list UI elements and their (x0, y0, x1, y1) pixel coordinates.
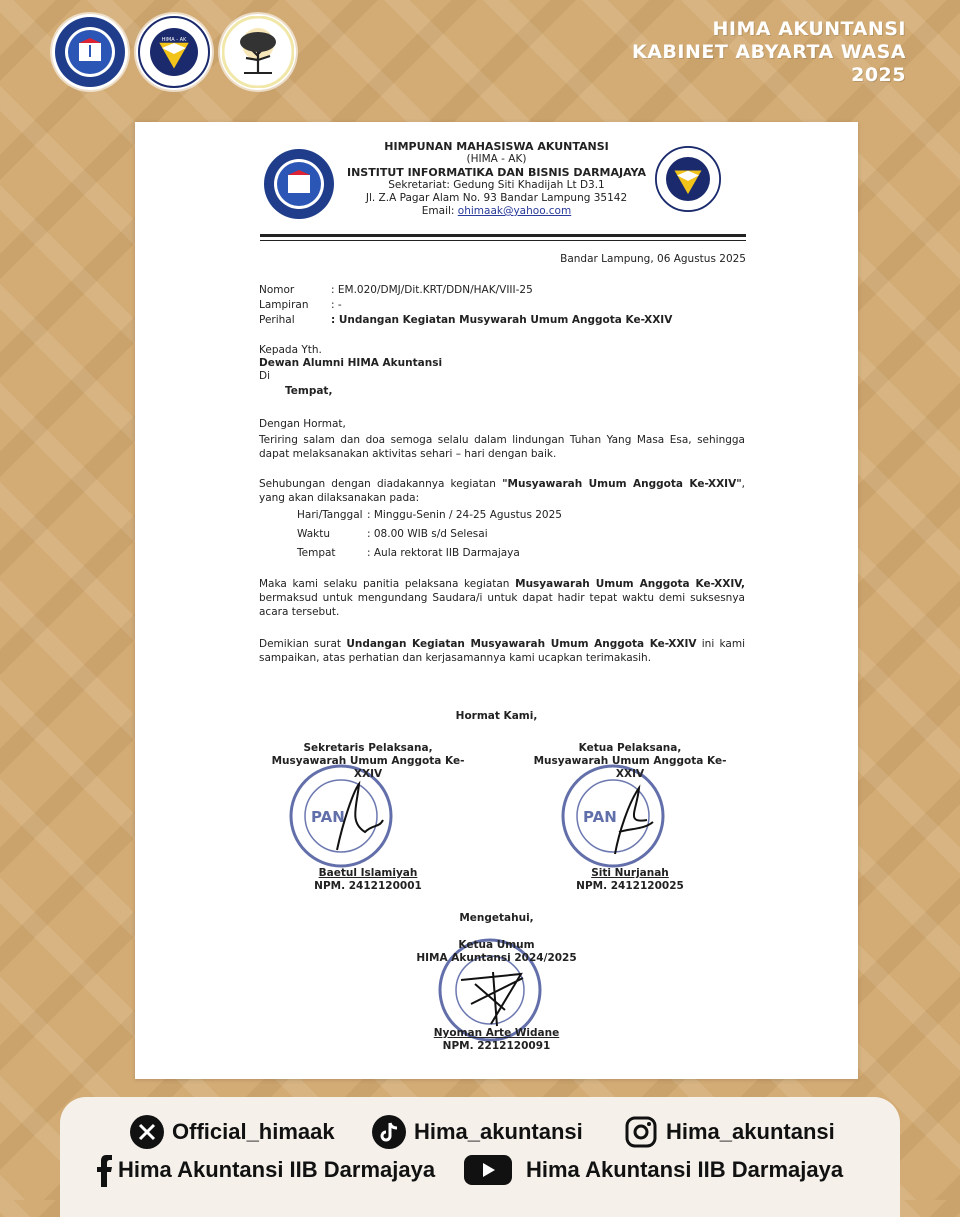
social-footer (60, 1097, 900, 1217)
kop-email-link[interactable]: ohimaak@yahoo.com (457, 205, 572, 217)
kop-address: Jl. Z.A Pagar Alam No. 93 Bandar Lampung 35142 (365, 192, 628, 204)
social-x[interactable] (130, 1115, 335, 1149)
maka-text-b: Musyawarah Umum Anggota Ke-XXIV, (515, 578, 745, 590)
recipient-line-3: Di (259, 370, 271, 382)
kop-org: HIMPUNAN MAHASISWA AKUNTANSI (384, 140, 609, 153)
recipient-line-2: Dewan Alumni HIMA Akuntansi (259, 357, 443, 369)
youtube-name: Hima Akuntansi IIB Darmajaya (526, 1157, 844, 1182)
recipient-line-4: Tempat, (285, 385, 333, 397)
tiktok-handle: Hima_akuntansi (414, 1119, 583, 1144)
waktu-value: : 08.00 WIB s/d Selesai (367, 528, 488, 540)
kop-institute: INSTITUT INFORMATIKA DAN BISNIS DARMAJAYA (347, 166, 646, 179)
demikian-text-c: ini kami sampaikan, atas perhatian dan kerjasamannya kami ucapkan terimakasih. (259, 638, 745, 664)
sehubungan-text-a: Sehubungan dengan diadakannya kegiatan (259, 478, 503, 490)
sehubungan-paragraph (259, 477, 745, 505)
sig-left-npm: NPM. 2412120001 (314, 880, 422, 892)
ketum-npm: NPM. 2212120091 (442, 1040, 551, 1052)
ketum-name: Nyoman Arte Widane (433, 1027, 560, 1039)
tiktok-icon (372, 1115, 406, 1149)
signature-ketua-pelaksana (520, 742, 740, 893)
kop-email-label: Email: (421, 205, 455, 217)
maka-paragraph (259, 577, 745, 619)
recipient-block (259, 344, 442, 398)
sig-left-position: Sekretaris Pelaksana, (303, 742, 433, 754)
kop-secretariat: Sekretariat: Gedung Siti Khadijah Lt D3.1 (388, 179, 605, 191)
social-facebook[interactable] (94, 1153, 435, 1187)
sehubungan-text-b: "Musyawarah Umum Anggota Ke-XXIV" (502, 478, 742, 490)
nomor-label: Nomor (259, 284, 295, 296)
kop-abbr: (HIMA - AK) (466, 153, 527, 165)
invitation-letter (135, 122, 858, 1079)
social-youtube[interactable] (464, 1153, 843, 1187)
sehubungan-text-c: , yang akan dilaksanakan pada: (259, 478, 746, 504)
brand-title (632, 18, 906, 87)
tempat-label: Tempat (297, 547, 336, 559)
sig-right-position: Ketua Pelaksana, (578, 742, 682, 754)
maka-text-c: bermaksud untuk mengundang Saudara/i untuk dapat hadir tepat waktu demi suksesnya acara tersebut. (259, 592, 745, 618)
demikian-text-b: Undangan Kegiatan Musyawarah Umum Anggota Ke-XXIV (346, 638, 697, 650)
kabinet-abyarta-wasa-logo (220, 14, 296, 90)
recipient-line-1: Kepada Yth. (259, 344, 322, 356)
hari-value: : Minggu-Senin / 24-25 Agustus 2025 (367, 509, 562, 521)
perihal-value: : Undangan Kegiatan Musywarah Umum Anggota Ke-XXIV (331, 314, 673, 326)
social-instagram[interactable] (624, 1115, 835, 1149)
sig-left-event: Musyawarah Umum Anggota Ke-XXIV (271, 755, 465, 780)
svg-text:PAN: PAN (311, 808, 345, 826)
facebook-icon (94, 1153, 114, 1187)
brand-line-2: KABINET ABYARTA WASA (631, 41, 906, 63)
sig-right-event: Musyawarah Umum Anggota Ke-XXIV (533, 755, 727, 780)
institut-logo (52, 14, 128, 90)
header-logos (52, 14, 296, 90)
sig-right-npm: NPM. 2412120025 (576, 880, 684, 892)
x-icon (130, 1115, 164, 1149)
maka-text-a: Maka kami selaku panitia pelaksana kegiatan (259, 578, 516, 590)
social-tiktok[interactable] (372, 1115, 583, 1149)
sig-right-name: Siti Nurjanah (591, 867, 669, 879)
kop-divider-thin (260, 240, 746, 241)
mengetahui: Mengetahui, (459, 912, 534, 924)
lampiran-value: : - (331, 299, 342, 311)
nomor-value: : EM.020/DMJ/Dit.KRT/DDN/HAK/VIII-25 (331, 284, 533, 296)
closing: Hormat Kami, (455, 710, 538, 722)
waktu-label: Waktu (297, 528, 330, 540)
hima-ak-logo (136, 14, 212, 90)
signature-sekretaris (263, 742, 473, 893)
sig-left-name: Baetul Islamiyah (318, 867, 418, 879)
instagram-icon (624, 1115, 658, 1149)
hari-label: Hari/Tanggal (297, 509, 363, 521)
ketum-org: HIMA Akuntansi 2024/2025 (416, 952, 577, 964)
letterhead (135, 140, 858, 218)
kop-divider-thick (260, 234, 746, 237)
event-schedule (297, 506, 562, 563)
letter-date: Bandar Lampung, 06 Agustus 2025 (560, 253, 746, 265)
salutation: Dengan Hormat, (259, 418, 346, 430)
demikian-paragraph (259, 637, 745, 665)
signature-ketua-umum (135, 939, 858, 1053)
perihal-label: Perihal (259, 314, 295, 326)
intro-paragraph: Teriring salam dan doa semoga selalu dalam lindungan Tuhan Yang Masa Esa, sehingga dapat melaksanakan aktivitas sehari – hari dengan baik. (259, 434, 745, 460)
brand-line-1: HIMA AKUNTANSI (712, 18, 906, 40)
ketum-position: Ketua Umum (458, 939, 535, 951)
svg-text:HIMA - AK: HIMA - AK (161, 37, 187, 43)
youtube-icon (464, 1153, 512, 1187)
tempat-value: : Aula rektorat IIB Darmajaya (367, 547, 520, 559)
letter-meta (259, 283, 672, 328)
lampiran-label: Lampiran (259, 299, 309, 311)
brand-line-3: 2025 (851, 64, 906, 86)
kop-email (135, 205, 858, 218)
facebook-name: Hima Akuntansi IIB Darmajaya (118, 1157, 436, 1182)
demikian-text-a: Demikian surat (259, 638, 347, 650)
svg-text:PAN: PAN (583, 808, 617, 826)
x-handle: Official_himaak (172, 1119, 335, 1144)
instagram-handle: Hima_akuntansi (666, 1119, 835, 1144)
